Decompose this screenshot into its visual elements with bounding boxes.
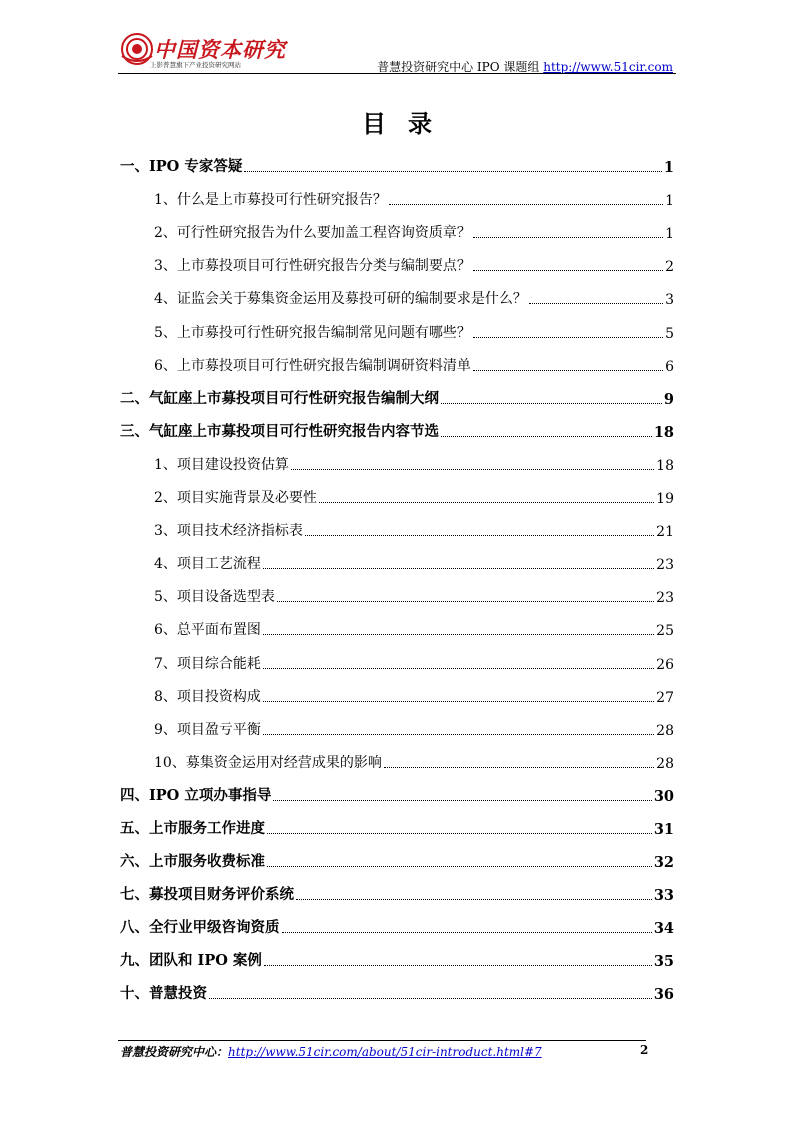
header-divider (118, 73, 676, 74)
toc-entry-page: 32 (653, 854, 674, 872)
logo-text: 中国资本研究 (154, 37, 286, 62)
toc-subsection-entry[interactable] (120, 345, 674, 378)
toc-entry-label: 2、项目实施背景及必要性 (154, 490, 317, 507)
toc-leader-dots (244, 171, 662, 172)
toc-leader-dots (263, 701, 654, 702)
logo (120, 32, 286, 74)
footer-org: 普慧投资研究中心： (120, 1045, 229, 1059)
toc-section-entry[interactable] (120, 907, 674, 940)
table-of-contents (120, 146, 674, 1006)
toc-entry-label: 1、什么是上市募投可行性研究报告？ (154, 192, 387, 209)
toc-leader-dots (441, 403, 662, 404)
toc-subsection-entry[interactable] (120, 278, 674, 311)
toc-entry-page: 6 (665, 358, 674, 375)
toc-entry-label: 4、证监会关于募集资金运用及募投可研的编制要求是什么？ (154, 291, 527, 308)
toc-subsection-entry[interactable] (120, 179, 674, 212)
toc-entry-page: 18 (656, 457, 674, 474)
toc-leader-dots (473, 337, 663, 338)
header-url-link[interactable]: http://www.51cir.com (543, 60, 673, 74)
toc-entry-label: 一、IPO 专家答疑 (120, 158, 243, 176)
logo-subtext: 上影普慧旗下产业投资研究网站 (150, 61, 241, 69)
toc-section-entry[interactable] (120, 874, 674, 907)
toc-subsection-entry[interactable] (120, 709, 674, 742)
toc-entry-page: 18 (653, 423, 674, 441)
toc-entry-page: 33 (653, 887, 674, 905)
toc-entry-page: 5 (665, 325, 674, 342)
toc-leader-dots (264, 965, 652, 966)
toc-subsection-entry[interactable] (120, 311, 674, 344)
toc-subsection-entry[interactable] (120, 444, 674, 477)
toc-entry-label: 二、气缸座上市募投项目可行性研究报告编制大纲 (120, 389, 439, 407)
toc-entry-page: 19 (656, 491, 674, 508)
toc-subsection-entry[interactable] (120, 742, 674, 775)
toc-entry-label: 6、总平面布置图 (154, 622, 261, 639)
toc-leader-dots (473, 370, 663, 371)
toc-leader-dots (473, 270, 663, 271)
toc-leader-dots (267, 833, 652, 834)
toc-leader-dots (209, 998, 652, 999)
toc-leader-dots (277, 601, 654, 602)
toc-entry-page: 35 (653, 953, 674, 971)
toc-subsection-entry[interactable] (120, 609, 674, 642)
toc-section-entry[interactable] (120, 973, 674, 1006)
toc-leader-dots (305, 535, 654, 536)
toc-entry-label: 5、项目设备选型表 (154, 589, 275, 606)
toc-entry-label: 八、全行业甲级咨询资质 (120, 919, 280, 937)
footer (120, 1043, 542, 1060)
toc-entry-page: 21 (656, 524, 674, 541)
toc-leader-dots (319, 502, 654, 503)
toc-entry-page: 1 (665, 226, 674, 243)
toc-entry-page: 1 (663, 159, 674, 177)
toc-entry-label: 8、项目投资构成 (154, 688, 261, 705)
toc-entry-page: 23 (656, 557, 674, 574)
toc-entry-page: 36 (653, 986, 674, 1004)
toc-subsection-entry[interactable] (120, 212, 674, 245)
toc-entry-page: 34 (653, 920, 674, 938)
toc-entry-page: 23 (656, 590, 674, 607)
toc-entry-label: 3、项目技术经济指标表 (154, 523, 303, 540)
toc-entry-label: 三、气缸座上市募投项目可行性研究报告内容节选 (120, 422, 439, 440)
toc-entry-label: 六、上市服务收费标准 (120, 853, 265, 871)
toc-entry-label: 1、项目建设投资估算 (154, 456, 289, 473)
toc-leader-dots (291, 469, 654, 470)
toc-subsection-entry[interactable] (120, 676, 674, 709)
toc-subsection-entry[interactable] (120, 245, 674, 278)
toc-entry-page: 27 (656, 689, 674, 706)
toc-entry-label: 3、上市募投项目可行性研究报告分类与编制要点？ (154, 258, 471, 275)
toc-entry-label: 2、可行性研究报告为什么要加盖工程咨询资质章？ (154, 225, 471, 242)
toc-leader-dots (529, 303, 663, 304)
toc-leader-dots (282, 932, 652, 933)
toc-leader-dots (384, 767, 654, 768)
toc-leader-dots (263, 568, 654, 569)
toc-entry-label: 4、项目工艺流程 (154, 556, 261, 573)
toc-subsection-entry[interactable] (120, 642, 674, 675)
toc-subsection-entry[interactable] (120, 543, 674, 576)
toc-leader-dots (296, 899, 652, 900)
toc-subsection-entry[interactable] (120, 477, 674, 510)
toc-entry-page: 9 (663, 390, 674, 408)
footer-divider (118, 1040, 646, 1041)
toc-entry-page: 28 (656, 755, 674, 772)
toc-entry-label: 6、上市募投项目可行性研究报告编制调研资料清单 (154, 357, 471, 374)
toc-section-entry[interactable] (120, 378, 674, 411)
toc-leader-dots (273, 800, 651, 801)
toc-entry-label: 7、项目综合能耗 (154, 655, 261, 672)
toc-leader-dots (267, 866, 652, 867)
toc-entry-page: 2 (665, 259, 674, 276)
header-org-text: 普慧投资研究中心 IPO 课题组 (377, 60, 544, 74)
toc-entry-label: 五、上市服务工作进度 (120, 819, 265, 837)
toc-leader-dots (263, 634, 654, 635)
toc-leader-dots (263, 734, 654, 735)
toc-entry-label: 5、上市募投可行性研究报告编制常见问题有哪些？ (154, 324, 471, 341)
toc-entry-label: 9、项目盈亏平衡 (154, 721, 261, 738)
toc-leader-dots (263, 668, 654, 669)
toc-entry-page: 3 (665, 292, 674, 309)
toc-entry-label: 10、募集资金运用对经营成果的影响 (154, 754, 382, 771)
toc-entry-label: 四、IPO 立项办事指导 (120, 786, 272, 804)
toc-section-entry[interactable] (120, 841, 674, 874)
toc-entry-label: 九、团队和 IPO 案例 (120, 952, 262, 970)
toc-entry-page: 28 (656, 722, 674, 739)
page-title: 目录 (362, 109, 454, 138)
toc-section-entry[interactable] (120, 775, 674, 808)
toc-entry-page: 25 (656, 623, 674, 640)
toc-section-entry[interactable] (120, 808, 674, 841)
toc-section-entry[interactable] (120, 146, 674, 179)
toc-entry-page: 1 (665, 193, 674, 210)
toc-entry-page: 30 (653, 787, 674, 805)
footer-url-link[interactable]: http://www.51cir.com/about/51cir-introduct.html#7 (228, 1045, 542, 1059)
toc-section-entry[interactable] (120, 940, 674, 973)
page-number: 2 (640, 1043, 649, 1057)
toc-leader-dots (441, 436, 652, 437)
toc-leader-dots (389, 204, 663, 205)
toc-subsection-entry[interactable] (120, 510, 674, 543)
toc-entry-page: 31 (653, 820, 674, 838)
toc-section-entry[interactable] (120, 411, 674, 444)
toc-leader-dots (473, 237, 663, 238)
toc-entry-page: 26 (656, 656, 674, 673)
toc-entry-label: 七、募投项目财务评价系统 (120, 886, 294, 904)
toc-subsection-entry[interactable] (120, 576, 674, 609)
toc-entry-label: 十、普慧投资 (120, 985, 207, 1003)
